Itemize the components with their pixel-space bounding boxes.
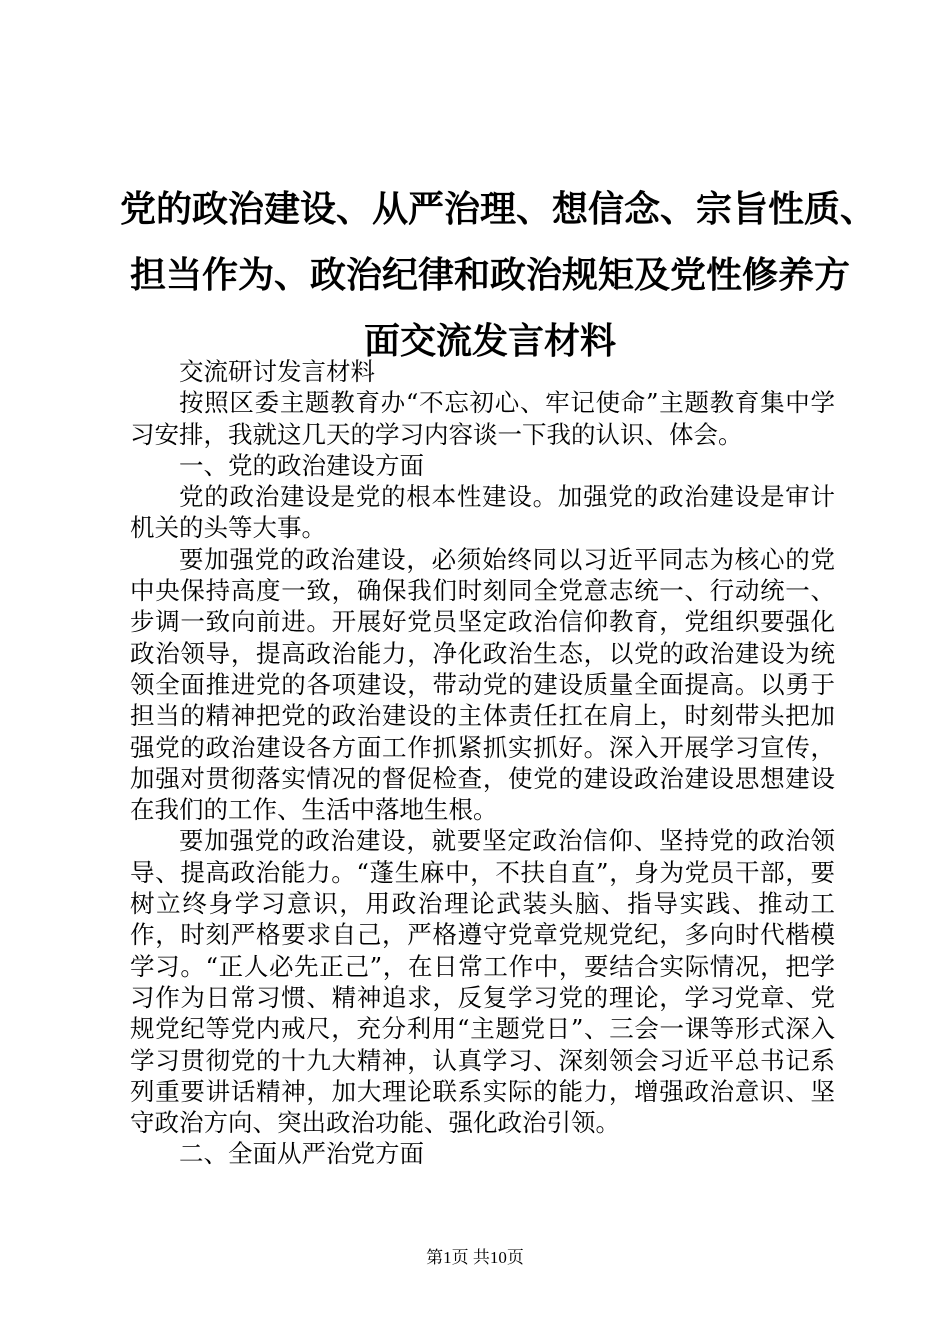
body-paragraph: 要加强党的政治建设，必须始终同以习近平同志为核心的党中央保持高度一致，确保我们时刻同全党意志统一、行动统一、步调一致向前进。开展好党员坚定政治信仰教育，党组织要强化政治领导，提高政治能力，净化政治生态，以党的政治建设为统领全面推进党的各项建设，带动党的建设质量全面提高。以勇于担当的精神把党的政治建设的主体责任扛在肩上，时刻带头把加强党的政治建设各方面工作抓紧抓实抓好。深入开展学习宣传，加强对贯彻落实情况的督促检查，使党的建设政治建设思想建设在我们的工作、生活中落地生根。 — [130, 544, 835, 825]
document-body — [130, 356, 835, 1170]
section-heading: 二、全面从严治党方面 — [179, 1139, 424, 1169]
body-paragraph: 党的政治建设是党的根本性建设。加强党的政治建设是审计机关的头等大事。 — [130, 482, 835, 543]
section-heading: 一、党的政治建设方面 — [179, 450, 424, 480]
title-line: 面交流发言材料 — [363, 320, 616, 362]
document-title — [120, 176, 877, 374]
title-line: 党的政治建设、从严治理、想信念、宗旨性质、 — [120, 188, 877, 230]
page-number-footer: 第1页 共10页 — [426, 1248, 524, 1267]
title-line: 担当作为、政治纪律和政治规矩及党性修养方 — [129, 254, 850, 296]
subtitle-paragraph: 交流研讨发言材料 — [179, 357, 375, 386]
intro-paragraph: 按照区委主题教育办“不忘初心、牢记使命”主题教育集中学习安排，我就这几天的学习内容谈一下我的认识、体会。 — [130, 388, 835, 449]
body-paragraph: 要加强党的政治建设，就要坚定政治信仰、坚持党的政治领导、提高政治能力。“蓬生麻中，不扶自直”，身为党员干部，要树立终身学习意识，用政治理论武装头脑、指导实践、推动工作，时刻严格要求自己，严格遵守党章党规党纪，多向时代楷模学习。“正人必先正己”，在日常工作中，要结合实际情况，把学习作为日常习惯、精神追求，反复学习党的理论，学习党章、党规党纪等党内戒尺，充分利用“主题党日”、三会一课等形式深入学习贯彻党的十九大精神，认真学习、深刻领会习近平总书记系列重要讲话精神，加大理论联系实际的能力，增强政治意识、坚守政治方向、突出政治功能、强化政治引领。 — [130, 826, 835, 1138]
